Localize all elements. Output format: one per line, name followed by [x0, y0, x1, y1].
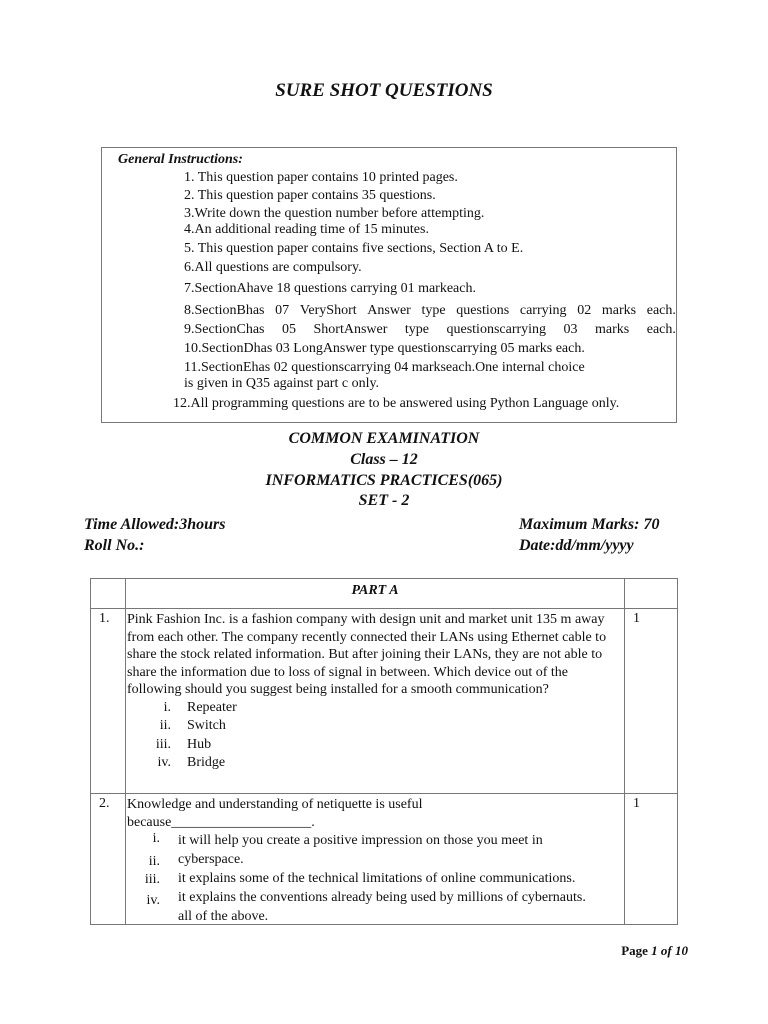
instruction-item: 11.SectionEhas 02 questionscarrying 04 markseach.One internal choice: [184, 360, 585, 375]
question-cell: [126, 609, 625, 794]
question-text: because____________________.: [127, 814, 315, 830]
option-roman: iii.: [144, 872, 160, 887]
page-label: Page: [621, 943, 648, 958]
question-number: 2.: [99, 796, 110, 811]
instruction-item: 7.SectionAhave 18 questions carrying 01 markeach.: [184, 281, 476, 296]
exam-class: Class – 12: [350, 451, 418, 468]
page-of-label: of: [660, 943, 672, 958]
option-text: Bridge: [187, 755, 226, 770]
question-marks: 1: [633, 611, 640, 626]
instruction-item: 10.SectionDhas 03 LongAnswer type questionscarrying 05 marks each.: [184, 341, 585, 356]
table-row: [91, 794, 678, 925]
page-title: SURE SHOT QUESTIONS: [275, 80, 493, 101]
option-text: Hub: [187, 736, 212, 752]
option-roman: ii.: [159, 718, 171, 733]
option-text: cyberspace.: [178, 852, 244, 867]
table-row: [91, 579, 678, 609]
questions-table: [90, 578, 678, 925]
page-total: 10: [675, 943, 688, 958]
instructions-heading: General Instructions:: [118, 152, 243, 167]
instruction-item: 6.All questions are compulsory.: [184, 260, 362, 275]
option-roman: iv.: [146, 893, 160, 908]
option-item: [126, 736, 624, 755]
option-roman: iii.: [155, 736, 171, 752]
time-allowed: Time Allowed:3hours: [84, 516, 226, 533]
option-item: [126, 754, 624, 773]
question-text: Pink Fashion Inc. is a fashion company with design unit and market unit 135 m away from each other. The company recently connected their LANs using Ethernet cable to share the stock related information. But after joining their LANs, they are not able to share the information due to loss of signal in between. Which device out of the following should you suggest being installed for a smooth communication?: [127, 612, 607, 697]
option-text: Repeater: [187, 699, 237, 715]
option-text: it will help you create a positive impression on those you meet in: [178, 833, 543, 848]
instruction-item: is given in Q35 against part c only.: [184, 376, 380, 391]
exam-subject: INFORMATICS PRACTICES(065): [265, 472, 503, 489]
page-current: 1: [651, 943, 658, 958]
exam-date: Date:dd/mm/yyyy: [519, 537, 634, 554]
instruction-item: 1. This question paper contains 10 printed pages.: [184, 170, 458, 185]
instruction-item: 4.An additional reading time of 15 minutes.: [184, 222, 429, 237]
general-instructions-box: [101, 147, 677, 423]
options-block: [126, 831, 624, 924]
option-text: it explains some of the technical limitations of online communications.: [178, 871, 576, 886]
instruction-item: 3.Write down the question number before attempting.: [184, 206, 485, 221]
question-text: Knowledge and understanding of netiquette is useful: [127, 797, 423, 812]
option-roman: ii.: [148, 854, 160, 869]
option-item: [126, 699, 624, 718]
option-text: Switch: [187, 718, 226, 733]
instruction-item: 2. This question paper contains 35 questions.: [184, 188, 436, 203]
table-row: [91, 609, 678, 794]
option-roman: i.: [163, 699, 171, 715]
option-roman: iv.: [157, 755, 171, 770]
instruction-item: 5. This question paper contains five sections, Section A to E.: [184, 241, 524, 256]
instruction-item: 9.SectionChas 05 ShortAnswer type questionscarrying 03 marks each.: [184, 322, 676, 337]
option-item: [126, 717, 624, 736]
question-number: 1.: [99, 611, 110, 626]
roll-number: Roll No.:: [84, 537, 145, 554]
option-text: all of the above.: [178, 909, 269, 924]
question-cell: [126, 794, 625, 925]
instruction-item: 12.All programming questions are to be answered using Python Language only.: [173, 396, 620, 411]
exam-name: COMMON EXAMINATION: [288, 430, 480, 447]
option-roman: i.: [152, 831, 160, 846]
option-text: it explains the conventions already being used by millions of cybernauts.: [178, 890, 586, 905]
page-footer: [621, 943, 688, 959]
instruction-item: 8.SectionBhas 07 VeryShort Answer type questions carrying 02 marks each.: [184, 303, 676, 318]
question-marks: 1: [633, 796, 640, 811]
exam-set: SET - 2: [358, 492, 410, 509]
part-label: PART A: [126, 579, 625, 609]
maximum-marks: Maximum Marks: 70: [519, 516, 660, 533]
